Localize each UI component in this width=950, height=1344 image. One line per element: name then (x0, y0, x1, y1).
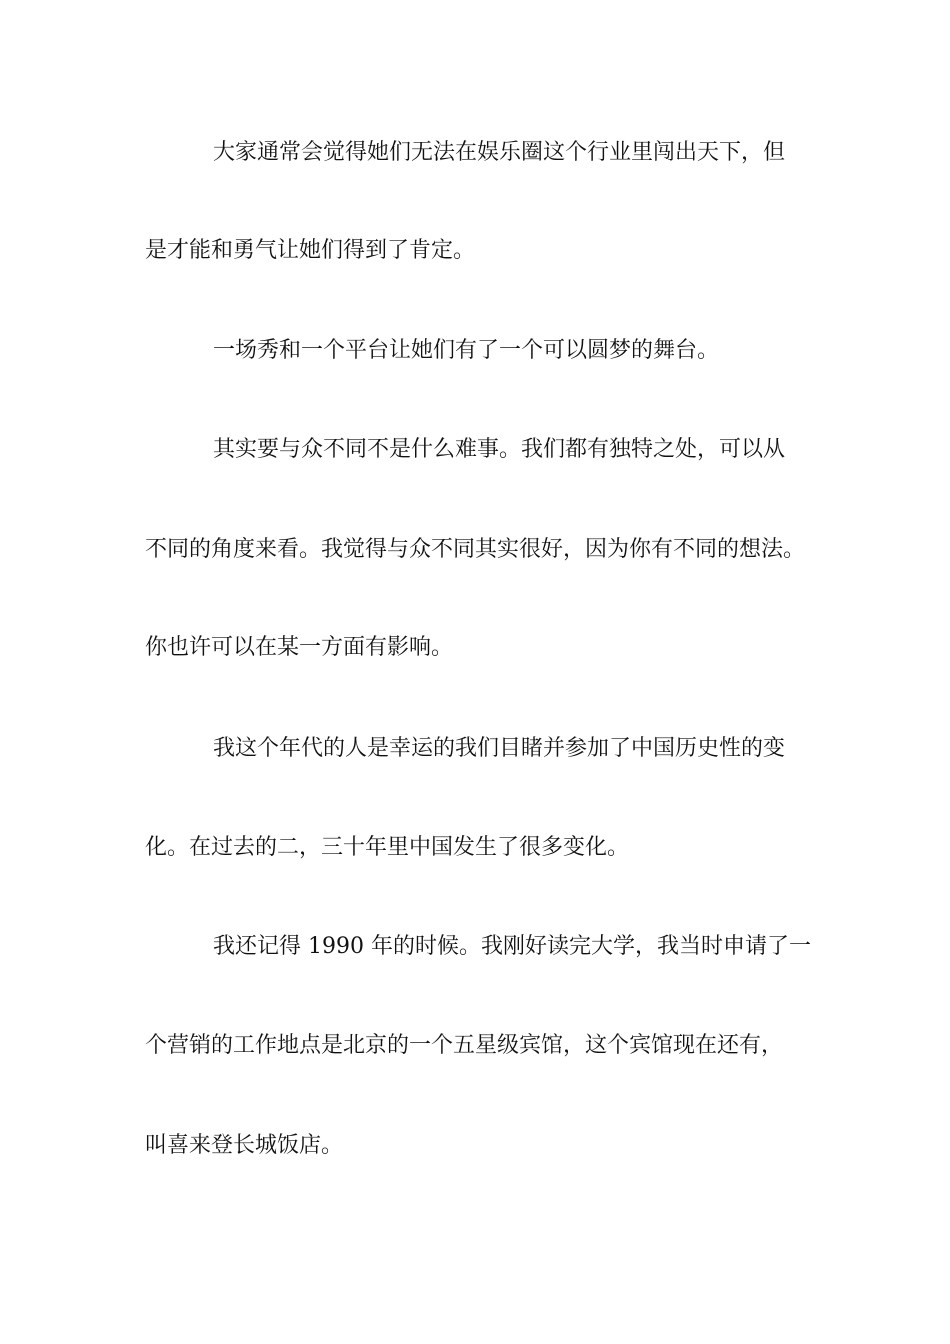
paragraph-3-line-2: 不同的角度来看。我觉得与众不同其实很好，因为你有不同的想法。 (145, 537, 806, 562)
paragraph-1-line-1: 大家通常会觉得她们无法在娱乐圈这个行业里闯出天下，但 (213, 140, 786, 165)
paragraph-5-line-3: 叫喜来登长城饭店。 (145, 1133, 344, 1158)
paragraph-4-line-2: 化。在过去的二，三十年里中国发生了很多变化。 (145, 835, 630, 860)
paragraph-4-line-1: 我这个年代的人是幸运的我们目睹并参加了中国历史性的变 (213, 736, 786, 761)
paragraph-2-line-1: 一场秀和一个平台让她们有了一个可以圆梦的舞台。 (213, 338, 720, 363)
paragraph-3-line-3: 你也许可以在某一方面有影响。 (145, 635, 454, 660)
paragraph-5-line-1: 我还记得 1990 年的时候。我刚好读完大学，我当时申请了一 (213, 934, 811, 959)
paragraph-1-line-2: 是才能和勇气让她们得到了肯定。 (145, 238, 476, 263)
paragraph-3-line-1: 其实要与众不同不是什么难事。我们都有独特之处，可以从 (213, 437, 786, 462)
paragraph-5-line-2: 个营销的工作地点是北京的一个五星级宾馆，这个宾馆现在还有， (145, 1033, 784, 1058)
